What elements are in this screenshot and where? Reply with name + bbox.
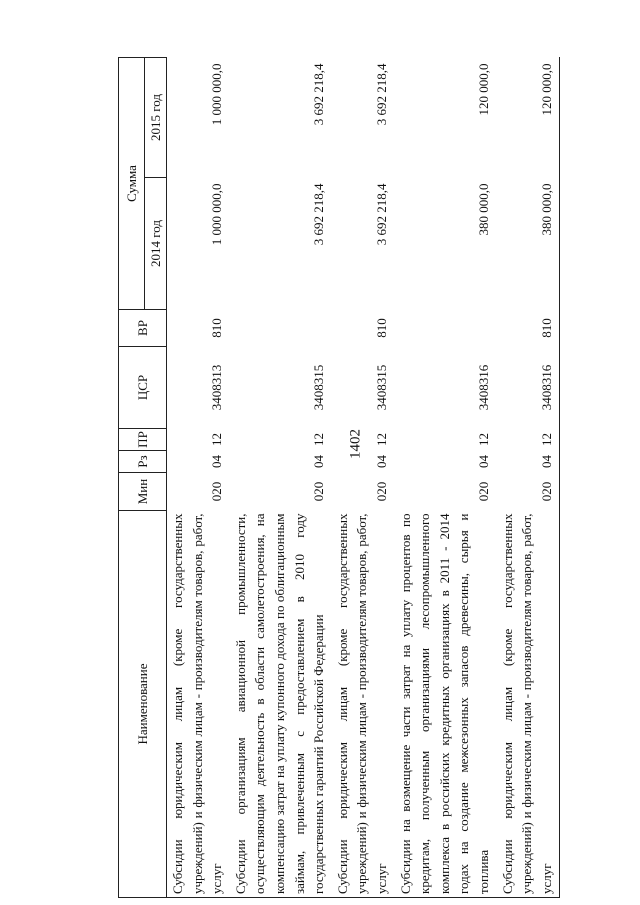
row-min: 020 [475,481,491,502]
table-row [395,58,497,898]
header-rz: Рз [119,451,167,473]
header-vr: ВР [119,310,167,347]
row-vr [230,310,332,347]
row-sum-2014: 1 000 000,0 [209,183,225,246]
row-rz: 04 [311,455,327,468]
row-csr: 3408315 [373,364,389,411]
header-name: Наименование [119,511,167,898]
row-rz: 04 [373,455,389,468]
rotated-page [118,58,598,898]
row-rz: 04 [497,451,560,473]
row-sum-2014: 3 692 218,4 [373,183,389,246]
row-csr: 3408316 [475,364,491,411]
row-vr: 810 [497,310,560,347]
row-sum-2015: 3 692 218,4 [311,63,327,126]
row-sum-2014: 380 000,0 [475,183,491,236]
row-csr: 3408313 [209,364,225,411]
row-csr: 3408315 [311,364,327,411]
row-pr: 12 [209,433,225,446]
header-min: Мин [119,473,167,511]
table-header [119,58,167,898]
row-min: 020 [209,481,225,502]
row-pr: 12 [475,433,491,446]
row-sum-2015: 120 000,0 [497,58,560,178]
row-sum-2014: 380 000,0 [497,178,560,310]
row-sum-2015: 120 000,0 [475,63,491,116]
header-pr: ПР [119,429,167,451]
row-rz: 04 [475,455,491,468]
table-row [497,58,560,898]
row-min: 020 [311,481,327,502]
row-min: 020 [373,481,389,502]
page-number-text: 1402 [347,429,364,459]
row-name: Субсидии юридическим лицам (кроме государственных учреждений) и физическим лицам - производителям товаров, работ, услуг [332,511,395,898]
row-name: Субсидии на возмещение части затрат на уплату процентов по кредитам, полученным организациями лесопромышленного комплекса в российских кредитных организациях в 2011 - 2014 годах на создание межсезонных запасов древесины, сырья и топлива [395,511,497,898]
row-sum-2014: 3 692 218,4 [311,183,327,246]
budget-table [118,57,560,898]
row-pr: 12 [497,429,560,451]
row-vr: 810 [373,318,389,338]
row-sum-2015: 1 000 000,0 [209,63,225,126]
table-row [332,58,395,898]
row-pr: 12 [311,433,327,446]
row-sum-2015: 3 692 218,4 [373,63,389,126]
row-name: Субсидии юридическим лицам (кроме государственных учреждений) и физическим лицам - производителям товаров, работ, услуг [167,511,230,898]
row-name: Субсидии юридическим лицам (кроме государственных учреждений) и физическим лицам - производителям товаров, работ, услуг [497,511,560,898]
row-rz: 04 [209,455,225,468]
row-vr: 810 [209,318,225,338]
table-body [167,58,560,898]
row-name: Субсидии организациям авиационной промышленности, осуществляющим деятельность в области самолетостроения, на компенсацию затрат на уплату купонного дохода по облигационным займам, привлеченным с предоставлением в 2010 году государственных гарантий Российской Федерации [230,511,332,898]
table-row [230,58,332,898]
row-pr: 12 [373,433,389,446]
table-row [167,58,230,898]
row-min: 020 [497,473,560,511]
header-year-2014: 2014 год [145,178,167,310]
header-year-2015: 2015 год [145,58,167,178]
row-vr [395,310,497,347]
header-csr: ЦСР [119,347,167,429]
header-sum: Сумма [119,58,145,310]
row-csr: 3408316 [497,347,560,429]
